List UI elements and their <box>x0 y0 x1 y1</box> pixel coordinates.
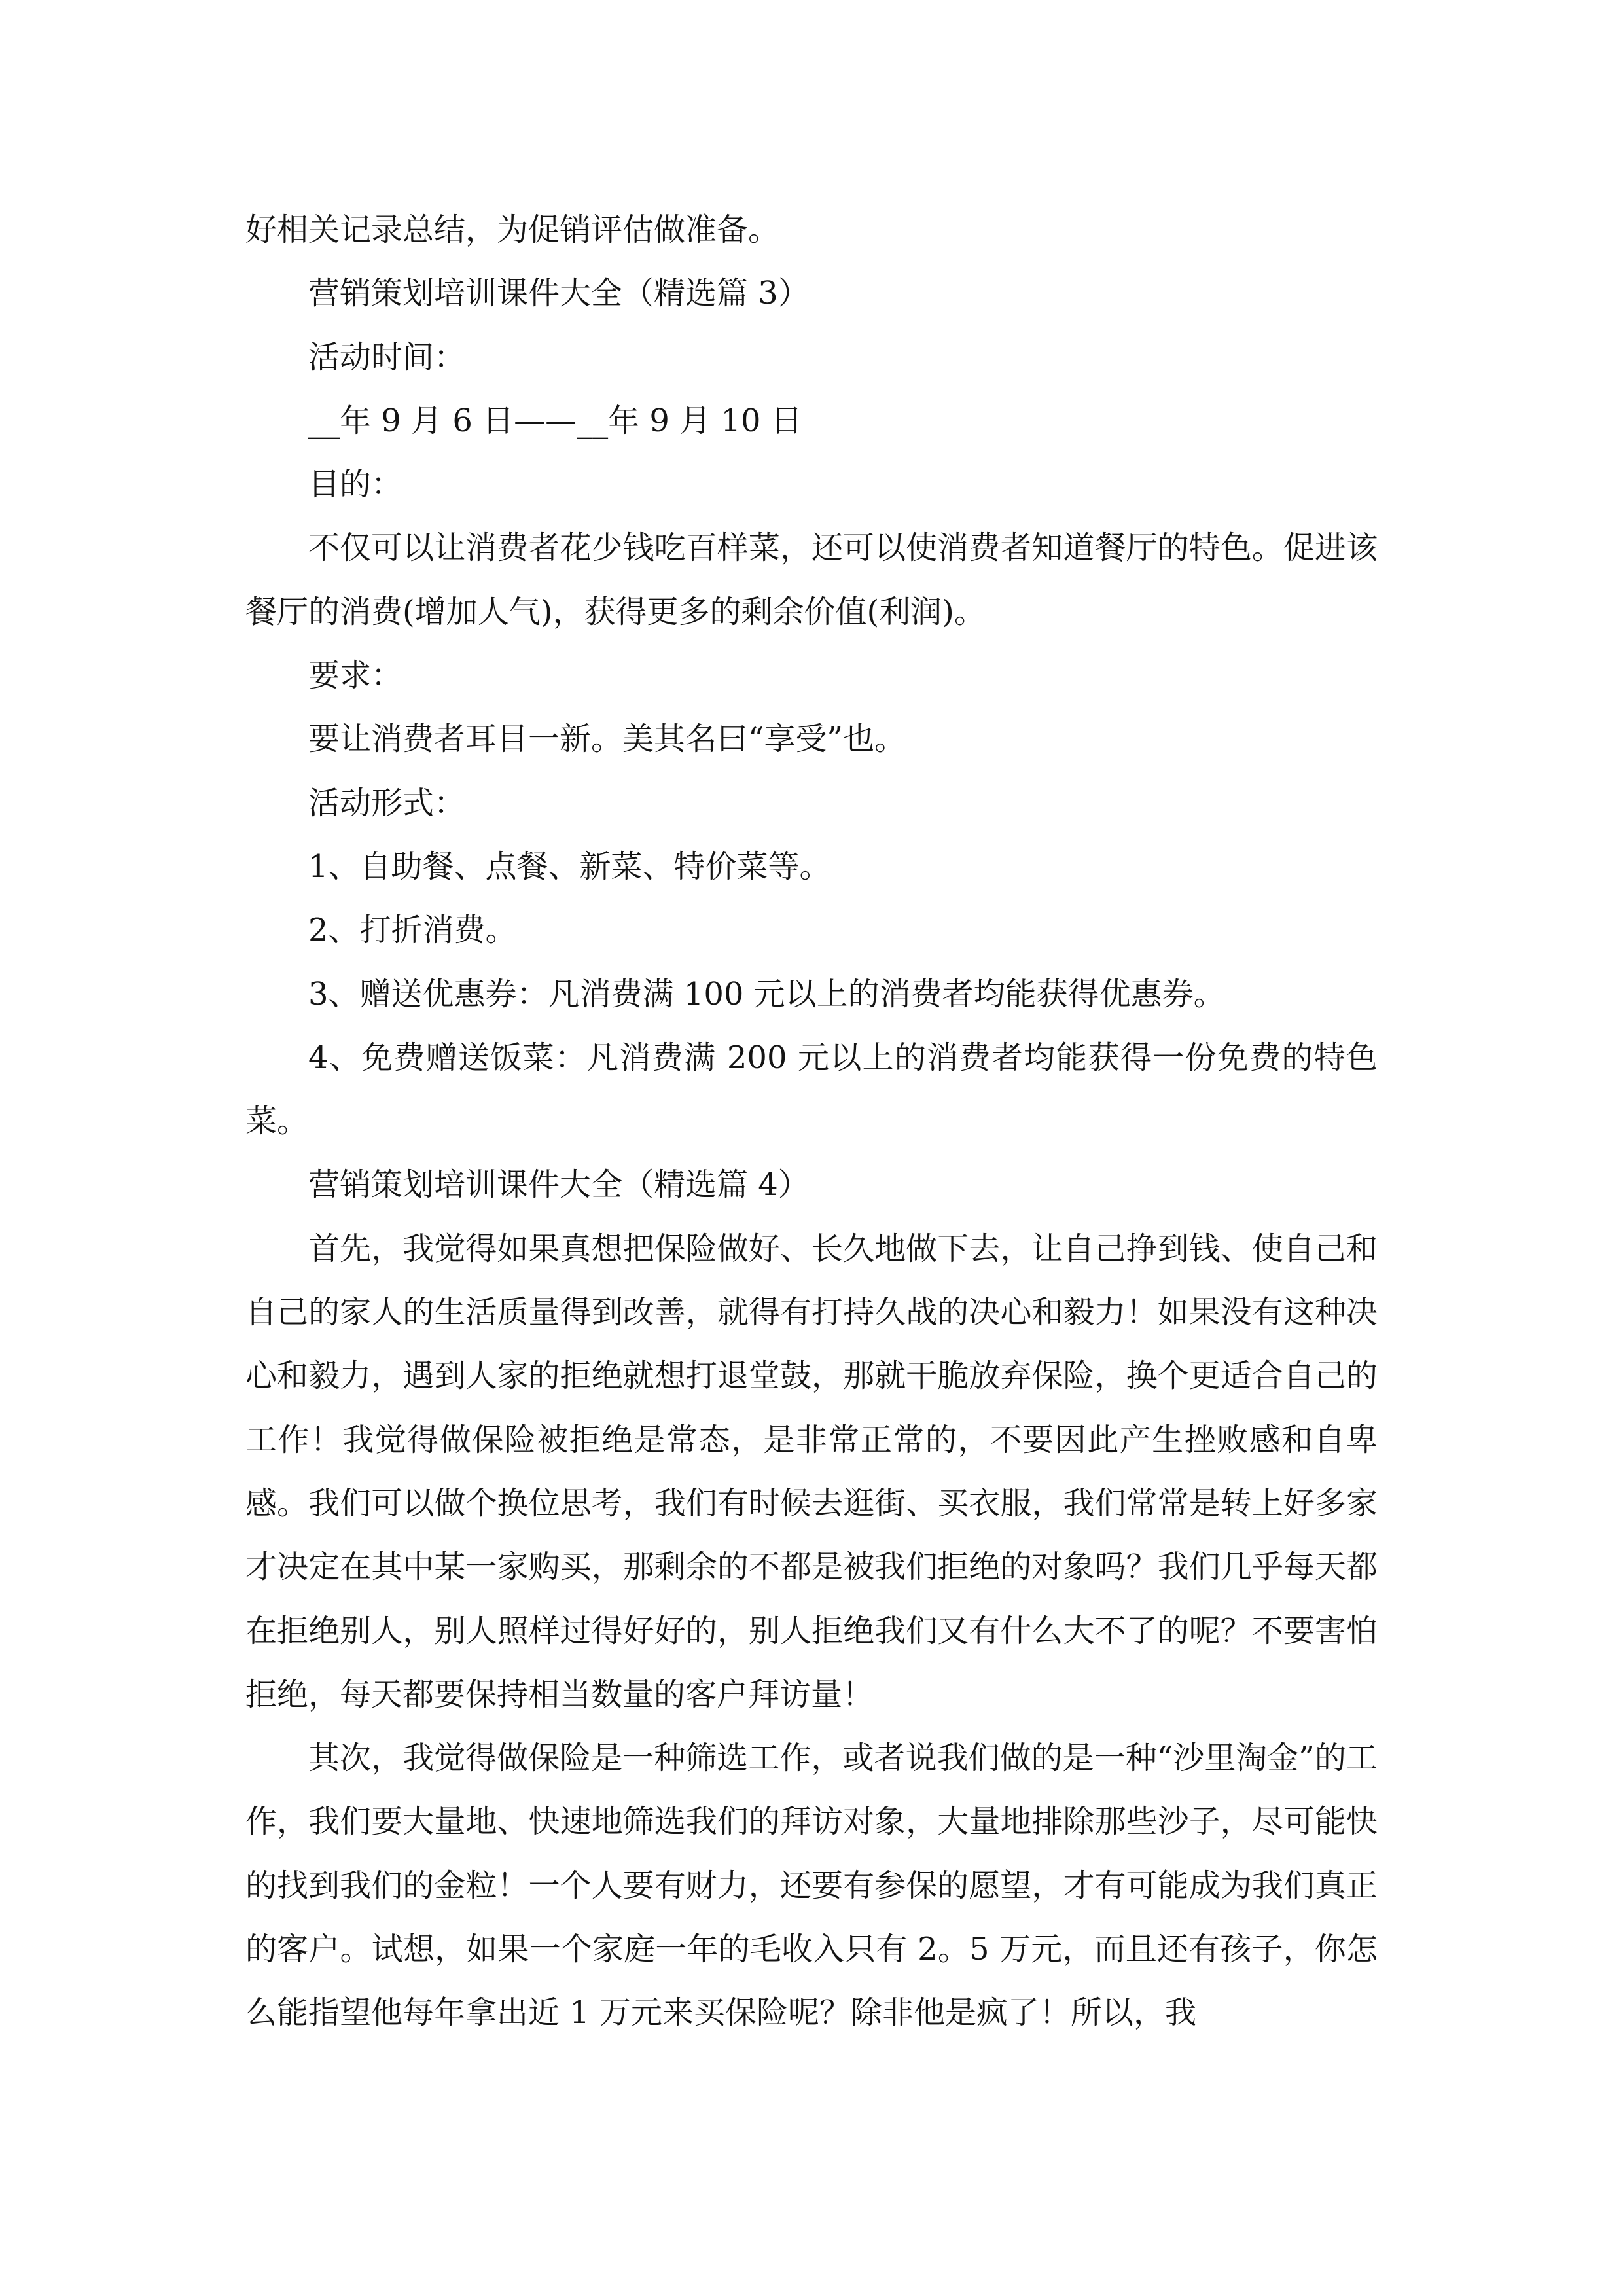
label-activity-form: 活动形式： <box>308 784 466 821</box>
paragraph-first: 首先，我觉得如果真想把保险做好、长久地做下去，让自己挣到钱、使自己和自己的家人的生活质量得到改善，就得有打持久战的决心和毅力！如果没有这种决心和毅力，遇到人家的拒绝就想打退堂鼓，那就干脆放弃保险，换个更适合自己的工作！我觉得做保险被拒绝是常态，是非常正常的，不要因此产生挫败感和自卑感。我们可以做个换位思考，我们有时候去逛街、买衣服，我们常常是转上好多家才决定在其中某一家购买，那剩余的不都是被我们拒绝的对象吗？我们几乎每天都在拒绝别人，别人照样过得好好的，别人拒绝我们又有什么大不了的呢？不要害怕拒绝，每天都要保持相当数量的客户拜访量！ <box>245 1230 1378 1713</box>
list-item-4: 4、免费赠送饭菜：凡消费满 200 元以上的消费者均能获得一份免费的特色菜。 <box>245 1039 1378 1140</box>
label-activity-time: 活动时间： <box>308 338 466 376</box>
paragraph-purpose: 不仅可以让消费者花少钱吃百样菜，还可以使消费者知道餐厅的特色。促进该餐厅的消费(增加人气)，获得更多的剩余价值(利润)。 <box>245 529 1378 630</box>
paragraph-requirements: 要让消费者耳目一新。美其名曰“享受”也。 <box>308 721 906 758</box>
paragraph-second: 其次，我觉得做保险是一种筛选工作，或者说我们做的是一种“沙里淘金”的工作，我们要大量地、快速地筛选我们的拜访对象，大量地排除那些沙子，尽可能快的找到我们的金粒！一个人要有财力，还要有参保的愿望，才有可能成为我们真正的客户。试想，如果一个家庭一年的毛收入只有 2。5 万元，而且还有孩子，你怎么能指望他每年拿出近 1 万元来买保险呢？除非他是疯了！所以，我 <box>245 1740 1378 2032</box>
document-body <box>245 198 1378 2045</box>
list-item-2: 2、打折消费。 <box>308 912 517 949</box>
label-requirements: 要求： <box>308 657 403 694</box>
label-purpose: 目的： <box>308 466 403 503</box>
list-item-3: 3、赠送优惠券：凡消费满 100 元以上的消费者均能获得优惠券。 <box>308 975 1225 1013</box>
activity-dates: __年 9 月 6 日——__年 9 月 10 日 <box>308 402 802 439</box>
section-heading-3: 营销策划培训课件大全（精选篇 3） <box>308 275 810 312</box>
paragraph-continuation: 好相关记录总结，为促销评估做准备。 <box>245 211 780 248</box>
section-heading-4: 营销策划培训课件大全（精选篇 4） <box>308 1166 810 1204</box>
list-item-1: 1、自助餐、点餐、新菜、特价菜等。 <box>308 848 831 885</box>
